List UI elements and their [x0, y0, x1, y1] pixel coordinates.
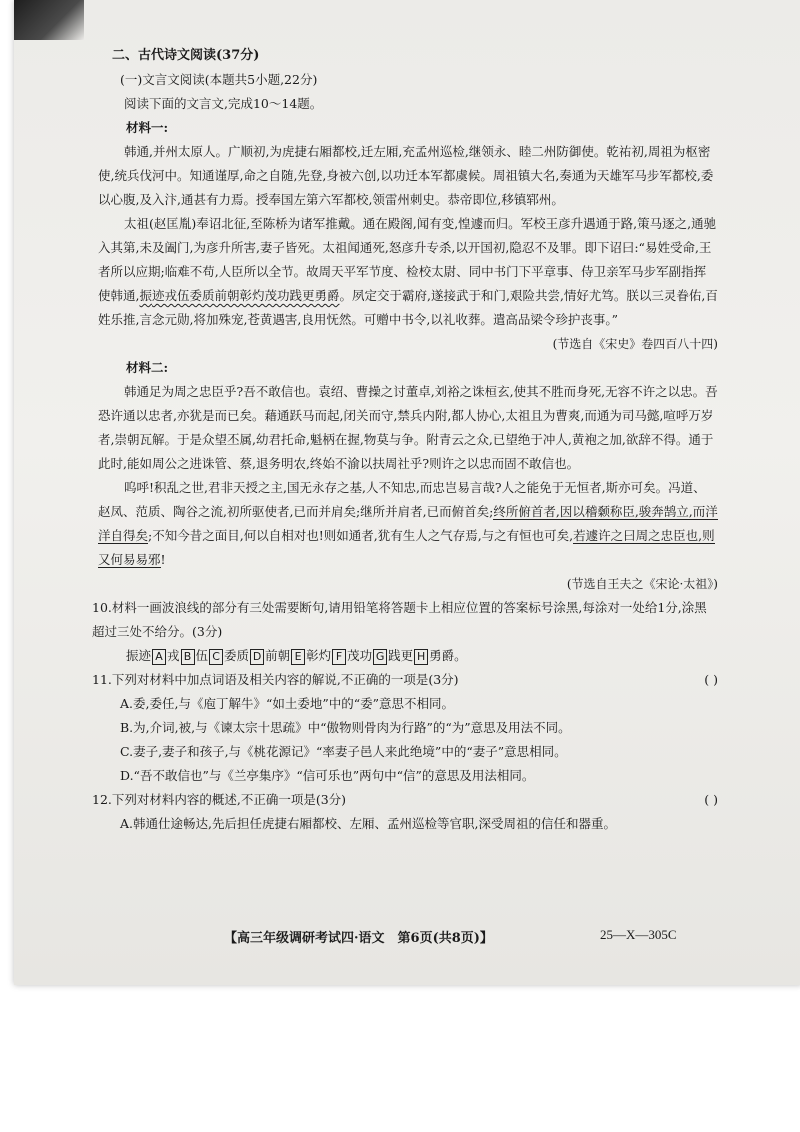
seg-3: 委质: [224, 648, 250, 663]
q11-option-c: C.妻子,妻子和孩子,与《桃花源记》“率妻子邑人来此绝境”中的“妻子”意思相同。: [120, 744, 567, 759]
answer-box-f[interactable]: F: [332, 649, 346, 665]
material-two-source: (节选自王夫之《宋论·太祖》): [566, 577, 718, 591]
answer-box-c[interactable]: C: [209, 649, 223, 665]
answer-box-b[interactable]: B: [181, 649, 195, 665]
m2-p2-a: 呜呼!积乱之世,君非天授之主,国无永存之基,人不知忠,而忠岂易言哉?人之能免于无恒者,斯亦可矣。冯道、赵凤、范质、陶谷之流,初所驱使者,已而并肩矣;继所并肩者,已而俯首矣;: [98, 480, 706, 519]
page-footer: 【高三年级调研考试四·语文 第6页(共8页)】: [224, 931, 493, 946]
q11-option-a: A.委,委任,与《庖丁解牛》“如土委地”中的“委”意思不相同。: [120, 696, 455, 711]
material-two-paragraph-2: [98, 476, 718, 572]
seg-1: 戎: [167, 648, 180, 663]
seg-0: 振迹: [126, 648, 152, 663]
material-one-paragraph-1: 韩通,并州太原人。广顺初,为虎捷右厢都校,迁左厢,充孟州巡检,继领永、睦二州防御使。乾祐初,周祖为枢密使,统兵伐河中。知通谨厚,命之自随,先登,身被六创,以功迁本军都虞候。周祖镇大名,奏通为天雄军马步军都校,委以心腹,及入汴,通甚有力焉。授奉国左第六军都校,领雷州刺史。恭帝即位,移镇郓州。: [98, 144, 714, 207]
m1-p2-a: 太祖(赵匡胤)奉诏北征,至陈桥为诸军推戴。通在殿阁,闻有变,惶遽而归。军校王彦升遇通于路,策马逐之,通驰入其第,未及阖门,为彦升所害,妻子皆死。太祖闻通死,怒彦升专杀,以开国初,隐忍不及罪。即下诏曰:“易姓受命,王者所以应期;临难不苟,人臣所以全节。故周天平军节度、检校太尉、同中书门下平章事、侍卫亲军马步军副指挥使韩通,: [98, 216, 717, 303]
m2-p2-c: !: [160, 552, 166, 567]
subsection-title: (一)文言文阅读(本题共5小题,22分): [120, 72, 318, 87]
answer-box-e[interactable]: E: [291, 649, 305, 665]
answer-paren-12[interactable]: ( ): [704, 792, 718, 807]
exam-code: 25—X—305C: [600, 927, 677, 942]
question-10: 10.材料一画波浪线的部分有三处需要断句,请用铅笔将答题卡上相应位置的答案标号涂黑,每涂对一处给1分,涂黑超过三处不给分。(3分): [92, 600, 707, 639]
material-one-paragraph-2: [98, 212, 718, 332]
scan-shadow: [14, 0, 84, 40]
instruction: 阅读下面的文言文,完成10～14题。: [124, 96, 323, 111]
question-12: [92, 788, 718, 812]
answer-box-h[interactable]: H: [414, 649, 428, 665]
question-10-answer-row: [126, 644, 718, 668]
q11-option-d: D.“吾不敢信也”与《兰亭集序》“信可乐也”两句中“信”的意思及用法相同。: [120, 768, 535, 783]
underlined-sentence-2: 若遽许之曰周之忠臣也,则又何易易邪: [98, 528, 715, 567]
m1-p2-c: 。夙定交于霸府,遂接武于和门,艰险共尝,情好尤笃。朕以三灵眷佑,百姓乐推,言念元勋,将加殊宠,苍黄遇害,良用怃然。可赠中书令,以礼收葬。遣高品梁令珍护丧事。”: [98, 288, 718, 327]
underlined-sentence-1: 终所俯首者,因以稽颡称臣,骏奔鹄立,而洋洋自得矣: [98, 504, 718, 543]
q11-option-b: B.为,介词,被,与《谏太宗十思疏》中“傲物则骨肉为行路”的“为”意思及用法不同。: [120, 720, 571, 735]
answer-box-g[interactable]: G: [373, 649, 387, 665]
wavy-segment-2: 迹戎伍委质前朝彰灼茂功践更勇爵: [152, 288, 340, 303]
m2-p2-b: ;不知今昔之面目,何以自相对也!则如通者,犹有生人之气存焉,与之有恒也可矣,: [148, 528, 574, 543]
question-11: [92, 668, 718, 692]
answer-box-a[interactable]: A: [152, 649, 166, 665]
material-two-paragraph-1: 韩通足为周之忠臣乎?吾不敢信也。袁绍、曹操之讨董卓,刘裕之诛桓玄,使其不胜而身死,无容不许之以忠。吾恐许通以忠者,亦犹是而已矣。藉通跃马而起,闭关而守,禁兵内附,都人协心,太祖且为曹爽,而通为司马懿,喧呼万岁者,崇朝瓦解。于是众望丕属,幼君托命,魁柄在握,物莫与争。附青云之众,已望绝于冲人,黄袍之加,欲辞不得。通于此时,能如周公之进诛管、蔡,退务明农,终始不渝以扶周社乎?则许之以忠而固不敢信也。: [98, 384, 718, 471]
material-one-label: 材料一:: [126, 120, 169, 135]
seg-6: 茂功: [347, 648, 373, 663]
answer-box-d[interactable]: D: [250, 649, 264, 665]
answer-paren-11[interactable]: ( ): [704, 672, 718, 687]
material-one-source: (节选自《宋史》卷四百八十四): [552, 337, 718, 351]
material-two-label: 材料二:: [126, 360, 169, 375]
wavy-segment-1: 振: [139, 288, 152, 303]
q12-option-a: A.韩通仕途畅达,先后担任虎捷右厢都校、左厢、孟州巡检等官职,深受周祖的信任和器重。: [120, 816, 616, 831]
page-content: [92, 44, 718, 836]
seg-7: 践更: [388, 648, 414, 663]
seg-4: 前朝: [265, 648, 291, 663]
question-11-stem: 11.下列对材料中加点词语及相关内容的解说,不正确的一项是(3分): [92, 672, 459, 687]
section-title: 二、古代诗文阅读(37分): [112, 48, 260, 63]
seg-2: 伍: [195, 648, 209, 663]
exam-page: [14, 0, 800, 985]
question-12-stem: 12.下列对材料内容的概述,不正确一项是(3分): [92, 792, 347, 807]
seg-5: 彰灼: [306, 648, 332, 663]
seg-8: 勇爵。: [429, 648, 467, 663]
